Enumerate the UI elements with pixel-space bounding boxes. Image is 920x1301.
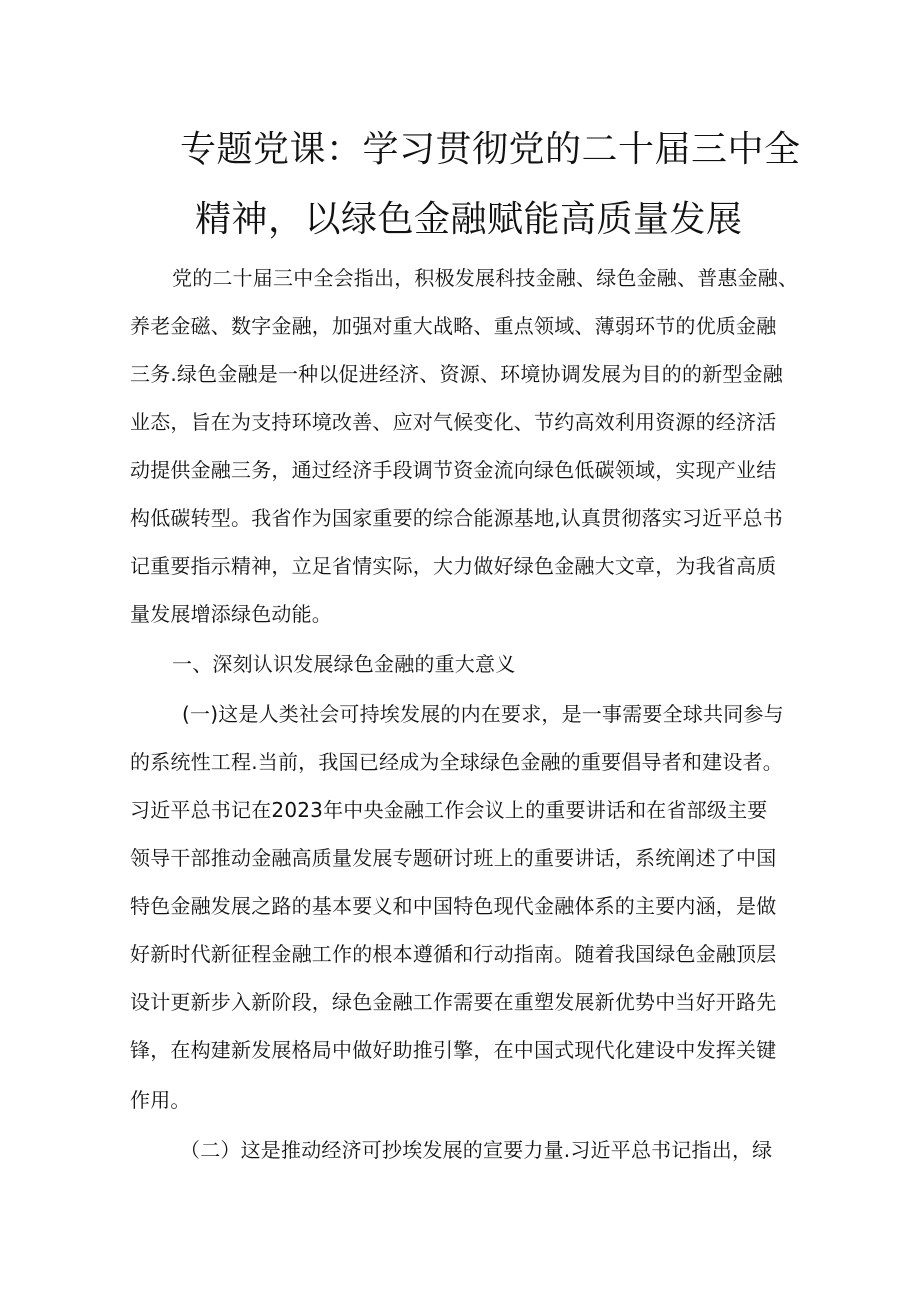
paragraph-line: 习近平总书记在2023年中央金融工作会议上的重要讲话和在省部级主要 bbox=[130, 798, 768, 822]
paragraph-line: 量发展增添绿色动能。 bbox=[130, 602, 332, 626]
document-title-line-1: 专题党课：学习贯彻党的二十届三中全 bbox=[180, 129, 801, 170]
paragraph-line: 三务.绿色金融是一种以促进经济、资源、环境协调发展为目的的新型金融 bbox=[130, 362, 783, 386]
section-heading: 一、深刻认识发展绿色金融的重大意义 bbox=[172, 652, 516, 676]
paragraph-line: 业态，旨在为支持环境改善、应对气候变化、节约高效利用资源的经济活 bbox=[130, 410, 777, 434]
paragraph-line: （二）这是推动经济可抄埃发展的宣要力量.习近平总书记指出，绿 bbox=[180, 1138, 773, 1162]
paragraph-line: 设计更新步入新阶段，绿色金融工作需要在重塑发展新优势中当好开路先 bbox=[130, 990, 777, 1014]
paragraph-line: 锋，在构建新发展格局中做好助推引擎，在中国式现代化建设中发挥关键 bbox=[130, 1038, 777, 1062]
paragraph-line: 动提供金融三务，通过经济手段调节资金流向绿色低碳领域，实现产业结 bbox=[130, 458, 777, 482]
paragraph-line: (一)这是人类社会可持埃发展的内在要求，是一事需要全球共同参与 bbox=[182, 702, 784, 726]
paragraph-line: 特色金融发展之路的基本要义和中国特色现代金融体系的主要内涵，是做 bbox=[130, 894, 777, 918]
paragraph-line: 领导干部推动金融高质量发展专题研讨班上的重要讲话，系统阐述了中国 bbox=[130, 846, 777, 870]
paragraph-line: 构低碳转型。我省作为国家重要的综合能源基地,认真贯彻落实习近平总书 bbox=[130, 506, 783, 530]
document-title-line-2: 精神，以绿色金融赋能高质量发展 bbox=[195, 199, 743, 240]
paragraph-line: 作用。 bbox=[130, 1088, 191, 1112]
paragraph-line: 养老金磁、数字金融，加强对重大战略、重点领域、薄弱环节的优质金融 bbox=[130, 314, 777, 338]
paragraph-line: 党的二十届三中全会指出，积极发展科技金融、绿色金融、普惠金融、 bbox=[172, 266, 799, 290]
paragraph-line: 记重要指示精神，立足省情实际，大力做好绿色金融大文章，为我省高质 bbox=[130, 554, 777, 578]
paragraph-line: 的系统性工程.当前，我国已经成为全球绿色金融的重要倡导者和建设者。 bbox=[130, 750, 783, 774]
paragraph-line: 好新时代新征程金融工作的根本遵循和行动指南。随着我国绿色金融顶层 bbox=[130, 942, 777, 966]
